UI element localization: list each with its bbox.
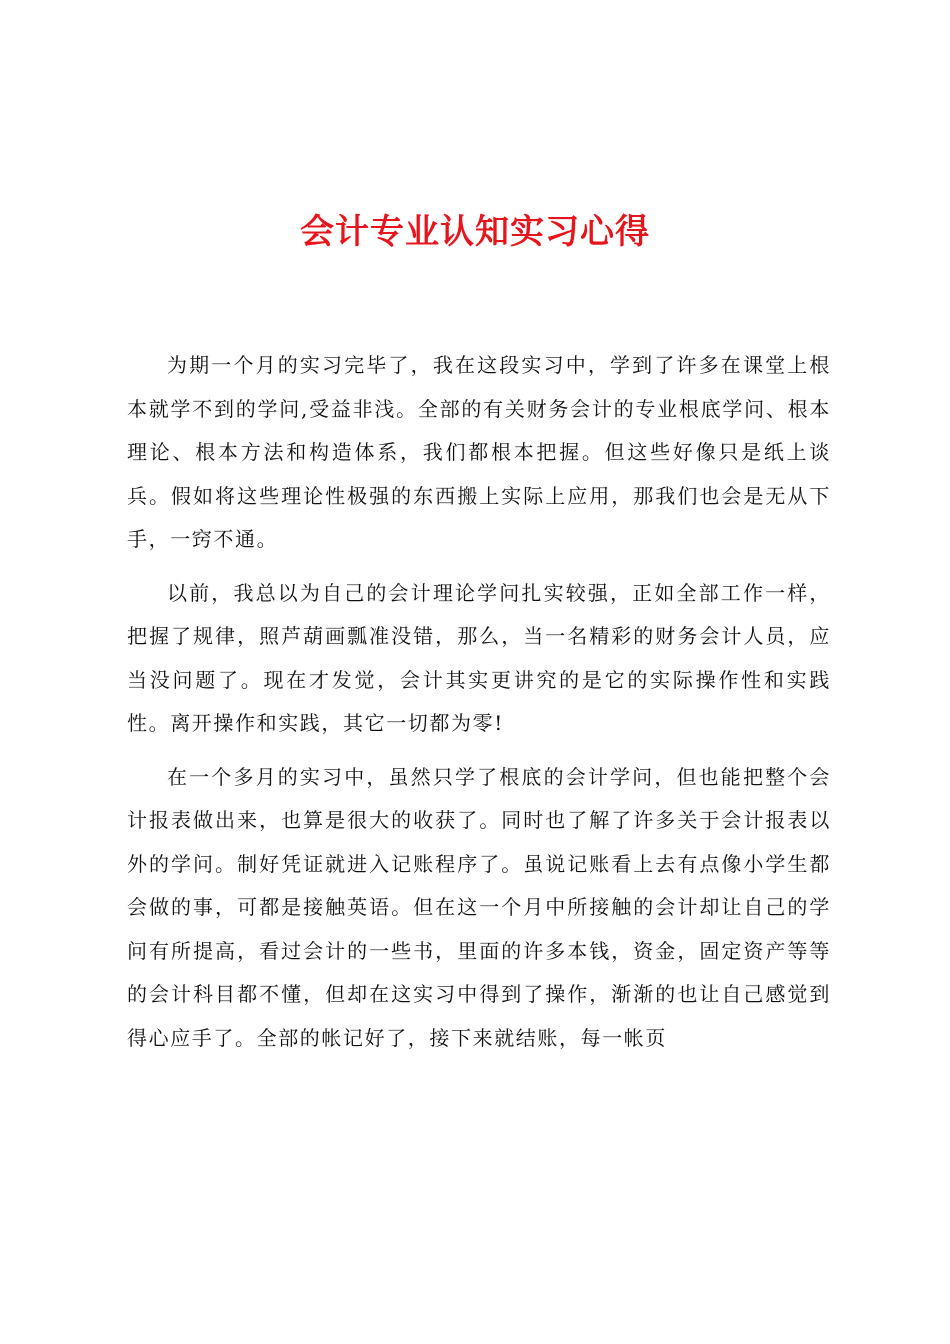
paragraph-2: 以前，我总以为自己的会计理论学问扎实较强，正如全部工作一样，把握了规律，照芦葫画瓢准没错，那么，当一名精彩的财务会计人员，应当没问题了。现在才发觉，会计其实更讲究的是它的实际操作性和实践性。离开操作和实践，其它一切都为零! [127,580,831,735]
document-body [127,344,831,1070]
document-title: 会计专业认知实习心得 [300,212,650,252]
paragraph-3: 在一个多月的实习中，虽然只学了根底的会计学问，但也能把整个会计报表做出来，也算是很大的收获了。同时也了解了许多关于会计报表以外的学问。制好凭证就进入记账程序了。虽说记账看上去有点像小学生都会做的事，可都是接触英语。但在这一个月中所接触的会计却让自己的学问有所提高，看过会计的一些书，里面的许多本钱，资金，固定资产等等的会计科目都不懂，但却在这实习中得到了操作，渐渐的也让自己感觉到得心应手了。全部的帐记好了，接下来就结账，每一帐页 [127,764,831,1050]
paragraph-1: 为期一个月的实习完毕了，我在这段实习中，学到了许多在课堂上根本就学不到的学问,受益非浅。全部的有关财务会计的专业根底学问、根本理论、根本方法和构造体系，我们都根本把握。但这些好像只是纸上谈兵。假如将这些理论性极强的东西搬上实际上应用，那我们也会是无从下手，一窍不通。 [127,353,831,551]
